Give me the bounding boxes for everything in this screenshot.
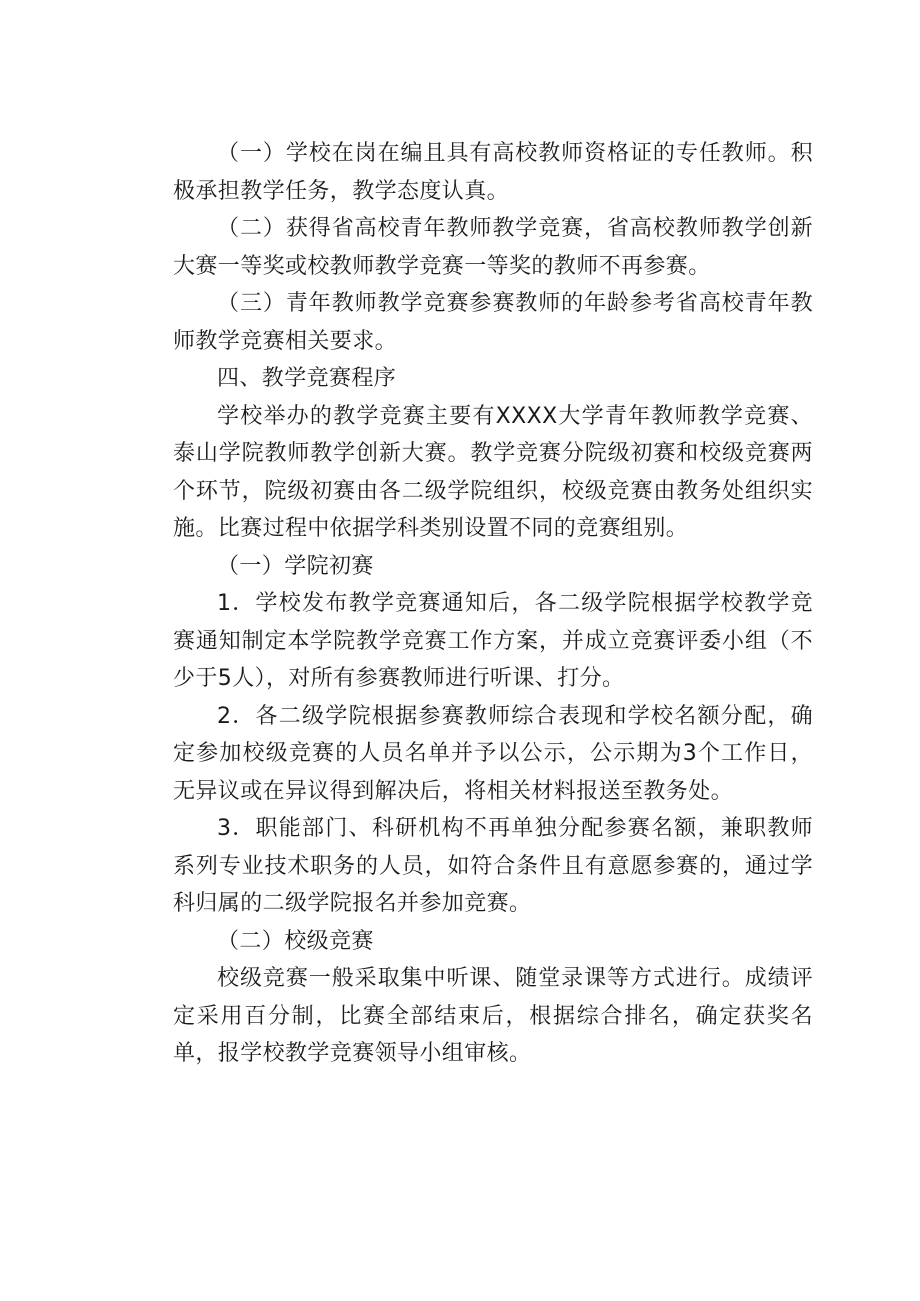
paragraph-eligibility-2: （二）获得省高校青年教师教学竞赛，省高校教师教学创新大赛一等奖或校教师教学竞赛一等奖的教师不再参赛。 (173, 216, 813, 279)
document-body (173, 135, 813, 1073)
paragraph-procedure-intro: 学校举办的教学竞赛主要有XXXX大学青年教师教学竞赛、泰山学院教师教学创新大赛。教学竞赛分院级初赛和校级竞赛两个环节，院级初赛由各二级学院组织，校级竞赛由教务处组织实施。比赛过程中依据学科类别设置不同的竞赛组别。 (173, 403, 813, 541)
subheading-school-competition: （二）校级竞赛 (217, 928, 374, 954)
paragraph-eligibility-1: （一）学校在岗在编且具有高校教师资格证的专任教师。积极承担教学任务，教学态度认真。 (173, 141, 813, 204)
subheading-college-preliminary: （一）学院初赛 (217, 553, 374, 579)
paragraph-preliminary-2: 2．各二级学院根据参赛教师综合表现和学校名额分配，确定参加校级竞赛的人员名单并予以公示，公示期为3个工作日，无异议或在异议得到解决后，将相关材料报送至教务处。 (173, 703, 813, 804)
paragraph-eligibility-3: （三）青年教师教学竞赛参赛教师的年龄参考省高校青年教师教学竞赛相关要求。 (173, 291, 813, 354)
paragraph-preliminary-3: 3．职能部门、科研机构不再单独分配参赛名额，兼职教师系列专业技术职务的人员，如符合条件且有意愿参赛的，通过学科归属的二级学院报名并参加竞赛。 (173, 816, 813, 916)
section-heading-procedure: 四、教学竞赛程序 (217, 366, 397, 391)
paragraph-school-competition: 校级竞赛一般采取集中听课、随堂录课等方式进行。成绩评定采用百分制，比赛全部结束后，根据综合排名，确定获奖名单，报学校教学竞赛领导小组审核。 (173, 966, 813, 1066)
paragraph-preliminary-1: 1．学校发布教学竞赛通知后，各二级学院根据学校教学竞赛通知制定本学院教学竞赛工作方案，并成立竞赛评委小组（不少于5人），对所有参赛教师进行听课、打分。 (173, 591, 813, 691)
